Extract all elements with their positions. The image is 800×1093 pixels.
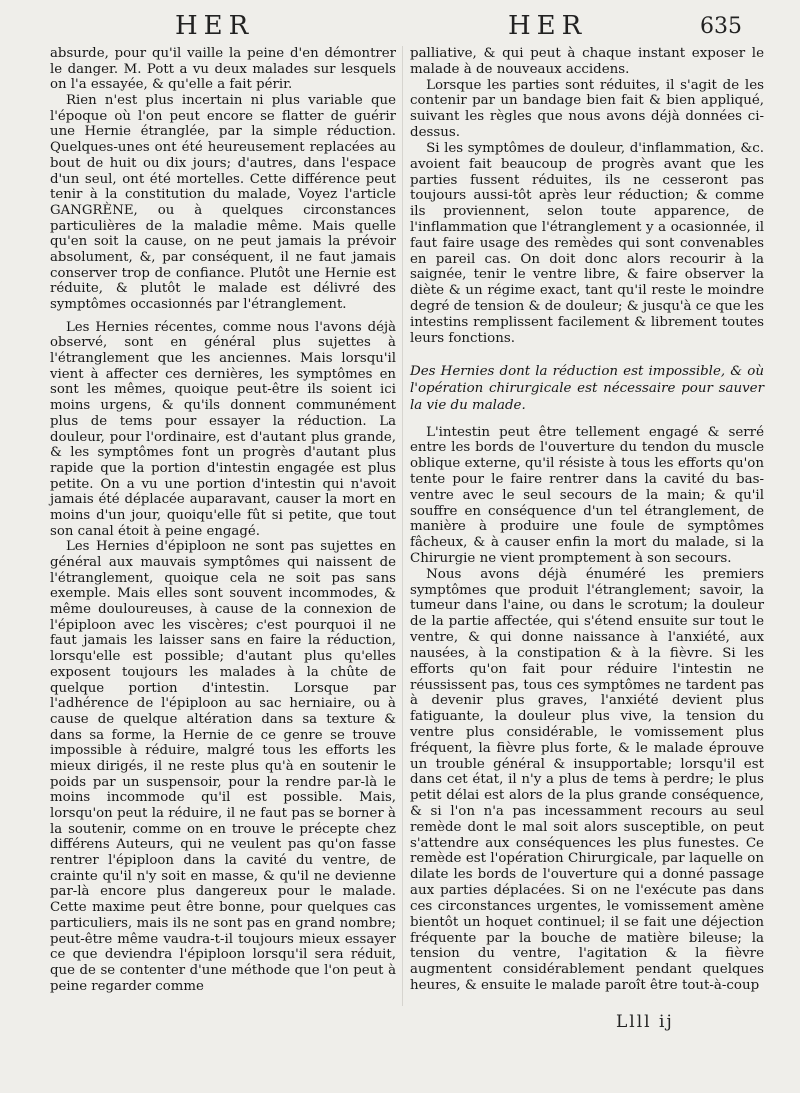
column-gutter [402,46,403,1006]
paragraph: L'intestin peut être tellement engagé & serré entre les bords de l'ouverture du tendon du muscle oblique externe, qu'il résiste à tous les efforts qu'on tente pour le faire rentrer dans la cavité du bas-ventre avec le seul secours de la main; & qu'il souffre en conséquence d'un tel étranglement, de manière à produire une foule de symptômes fâcheux, & à causer enfin la mort du malade, si la Chirurgie ne vient promptement à son secours. [410,424,764,567]
page-number: 635 [700,14,742,39]
paragraph: Les Hernies récentes, comme nous l'avons déjà observé, sont en général plus sujettes à l'étranglement que les anciennes. Mais lorsqu'il vient à affecter ces dernières, les symptômes en sont les mêmes, quoique peut-être ils soient ici moins urgens, & qu'ils donnent communément plus de tems pour essayer la réduction. La douleur, pour l'ordinaire, est d'autant plus grande, & les symptômes font un progrès d'autant plus rapide que la portion d'intestin engagée est plus petite. On a vu une portion d'intestin qui n'avoit jamais été déplacée auparavant, causer la mort en moins d'un jour, quoiqu'elle fût si petite, que tout son canal étoit à peine engagé. [50,319,396,539]
section-heading: Des Hernies dont la réduction est impossible, & où l'opération chirurgicale est nécessaire pour sauver la vie du malade. [410,364,764,413]
paragraph: Les Hernies d'épiploon ne sont pas sujettes en général aux mauvais symptômes qui naissent de l'étranglement, quoique cela ne soit pas sans exemple. Mais elles sont souvent incommodes, & même douloureuses, à cause de la connexion de l'épiploon avec les viscères; c'est pourquoi il ne faut jamais les laisser sans en faire la réduction, lorsqu'elle est possible; d'autant plus qu'elles exposent toujours les malades à la chûte de quelque portion d'intestin. Lorsque par l'adhérence de l'épiploon au sac herniaire, ou à cause de quelque altération dans sa texture & dans sa forme, la Hernie de ce genre se trouve impossible à réduire, malgré tous les efforts les mieux dirigés, il ne reste plus qu'à en soutenir le poids par un suspensoir, pour la rendre par-là le moins incommode qu'il est possible. Mais, lorsqu'on peut la réduire, il ne faut pas se borner à la soutenir, comme on en trouve le précepte chez différens Auteurs, qui ne veulent pas qu'on fasse rentrer l'épiploon dans la cavité du ventre, de crainte qu'il n'y soit en masse, & qu'il ne devienne par-là encore plus dangereux pour le malade. Cette maxime peut être bonne, pour quelques cas particuliers, mais ils ne sont pas en grand nombre; peut-être même vaudra-t-il toujours mieux essayer ce que deviendra l'épiploon lorsqu'il sera réduit, que de se contenter d'une méthode que l'on peut à peine regarder comme [50,539,396,994]
right-column [410,46,764,994]
paragraph: Nous avons déjà énuméré les premiers symptômes que produit l'étranglement; savoir, la tumeur dans l'aine, ou dans le scrotum; la douleur de la partie affectée, qui s'étend ensuite sur tout le ventre, & qui donne naissance à l'anxiété, aux nausées, à la constipation & à la fièvre. Si les efforts qu'on fait pour réduire l'intestin ne réussissent pas, tous ces symptômes ne tardent pas à devenir plus graves, l'anxiété devient plus fatiguante, la douleur plus vive, la tension du ventre plus considérable, le vomissement plus fréquent, la fièvre plus forte, & le malade éprouve un trouble général & insupportable; lorsqu'il est dans cet état, il n'y a plus de tems à perdre; le plus petit délai est alors de la plus grande conséquence, & si l'on n'a pas incessamment recours au seul remède dont le mal soit alors susceptible, on peut s'attendre aux conséquences les plus funestes. Ce remède est l'opération Chirurgicale, par laquelle on dilate les bords de l'ouverture qui a donné passage aux parties déplacées. Si on ne l'exécute pas dans ces circonstances urgentes, le vomissement amène bientôt un hoquet continuel; il se fait une déjection fréquente par la bouche de matière bileuse; la tension du ventre, l'agitation & la fièvre augmentent considérablement pendant quelques heures, & ensuite le malade paroît être tout-à-coup [410,566,764,993]
signature-mark: Llll ij [616,1012,674,1032]
paragraph: absurde, pour qu'il vaille la peine d'en démontrer le danger. M. Pott a vu deux malades sur lesquels on l'a essayée, & qu'elle a fait périr. [50,46,396,93]
running-head-left: HER [175,11,255,41]
paragraph: Rien n'est plus incertain ni plus variable que l'époque où l'on peut encore se flatter de guérir une Hernie étranglée, par la simple réduction. Quelques-unes ont été heureusement replacées au bout de huit ou dix jours; d'autres, dans l'espace d'un seul, ont été mortelles. Cette différence peut tenir à la constitution du malade, Voyez l'article GANGRÈNE, ou à quelques circonstances particulières de la maladie même. Mais quelle qu'en soit la cause, on ne peut jamais la prévoir absolument, &, par conséquent, il ne faut jamais conserver trop de confiance. Plutôt une Hernie est réduite, & plutôt le malade est délivré des symptômes occasionnés par l'étranglement. [50,93,396,312]
running-head-right: HER [508,11,588,41]
paragraph: palliative, & qui peut à chaque instant exposer le malade à de nouveaux accidens. [410,46,764,77]
left-column [50,46,396,994]
paragraph: Si les symptômes de douleur, d'inflammation, &c. avoient fait beaucoup de progrès avant que les parties fussent réduites, ils ne cesseront pas toujours aussi-tôt après leur réduction; & comme ils proviennent, selon toute apparence, de l'inflammation que l'étranglement y a ocasionnée, il faut faire usage des remèdes qui sont convenables en pareil cas. On doit donc alors recourir à la saignée, tenir le ventre libre, & faire observer la diète & un régime exact, tant qu'il reste le moindre degré de tension & de douleur; & jusqu'à ce que les intestins remplissent facilement & librement toutes leurs fonctions. [410,140,764,346]
paragraph: Lorsque les parties sont réduites, il s'agit de les contenir par un bandage bien fait & bien appliqué, suivant les règles que nous avons déjà données ci-dessus. [410,77,764,141]
